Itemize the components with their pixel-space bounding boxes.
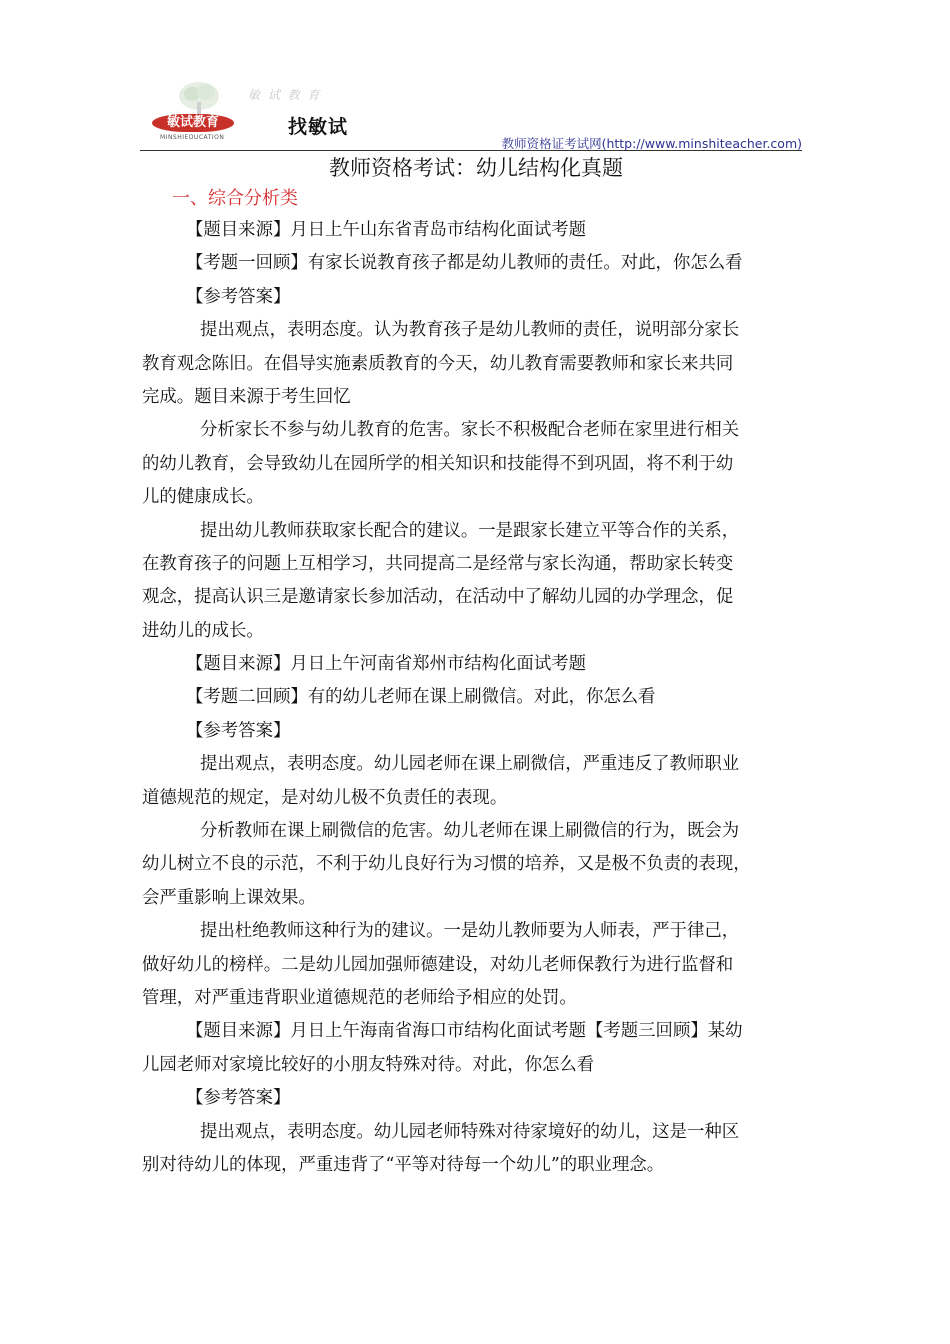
brand-logo — [148, 80, 368, 150]
paragraph-line: 的幼儿教育，会导致幼儿在园所学的相关知识和技能得不到巩固，将不利于幼 — [142, 453, 734, 474]
paragraph-line: 做好幼儿的榜样。二是幼儿园加强师德建设，对幼儿老师保教行为进行监督和 — [142, 954, 734, 975]
document-title: 教师资格考试：幼儿结构化真题 — [329, 156, 623, 180]
paragraph-line: 【参考答案】 — [186, 286, 291, 307]
site-link[interactable]: 教师资格证考试网(http://www.minshiteacher.com) — [501, 136, 802, 151]
paragraph-line: 提出幼儿教师获取家长配合的建议。一是跟家长建立平等合作的关系， — [200, 520, 740, 541]
paragraph-line: 【参考答案】 — [186, 720, 291, 741]
paragraph-line: 完成。题目来源于考生回忆 — [142, 386, 351, 407]
paragraph-line: 【考题一回顾】有家长说教育孩子都是幼儿教师的责任。对此，你怎么看 — [186, 253, 743, 274]
header-divider — [140, 150, 802, 151]
paragraph-line: 幼儿树立不良的示范，不利于幼儿良好行为习惯的培养，又是极不负责的表现， — [142, 854, 751, 875]
paragraph-line: 提出观点，表明态度。认为教育孩子是幼儿教师的责任，说明部分家长 — [200, 320, 740, 341]
paragraph-line: 【考题二回顾】有的幼儿老师在课上刷微信。对此，你怎么看 — [186, 687, 656, 708]
brand-slogan: 找敏试 — [288, 116, 349, 138]
paragraph-line: 教育观念陈旧。在倡导实施素质教育的今天，幼儿教育需要教师和家长来共同 — [142, 353, 734, 374]
paragraph-line: 观念，提高认识三是邀请家长参加活动，在活动中了解幼儿园的办学理念，促 — [142, 587, 734, 608]
document-body — [142, 214, 832, 1182]
paragraph-line: 进幼儿的成长。 — [142, 620, 264, 641]
paragraph-line: 分析家长不参与幼儿教育的危害。家长不积极配合老师在家里进行相关 — [200, 420, 740, 441]
paragraph-line: 儿的健康成长。 — [142, 487, 264, 508]
paragraph-line: 道德规范的规定，是对幼儿极不负责任的表现。 — [142, 787, 508, 808]
paragraph-line: 儿园老师对家境比较好的小朋友特殊对待。对此，你怎么看 — [142, 1054, 595, 1075]
paragraph-line: 分析教师在课上刷微信的危害。幼儿老师在课上刷微信的行为，既会为 — [200, 821, 740, 842]
paragraph-line: 【题目来源】月日上午河南省郑州市结构化面试考题 — [186, 654, 586, 675]
paragraph-line: 【题目来源】月日上午海南省海口市结构化面试考题【考题三回顾】某幼 — [186, 1021, 743, 1042]
paragraph-line: 在教育孩子的问题上互相学习，共同提高二是经常与家长沟通，帮助家长转变 — [142, 553, 734, 574]
paragraph-line: 【参考答案】 — [186, 1088, 291, 1109]
brand-faint-slogan: 敏 试 教 育 — [248, 88, 322, 102]
brand-name: 敏试教育 — [152, 114, 234, 132]
brand-subtitle: MINSHIEDUCATION — [160, 134, 225, 141]
paragraph-line: 提出杜绝教师这种行为的建议。一是幼儿教师要为人师表，严于律己， — [200, 921, 740, 942]
paragraph-line: 会严重影响上课效果。 — [142, 887, 316, 908]
paragraph-line: 管理，对严重违背职业道德规范的老师给予相应的处罚。 — [142, 987, 577, 1008]
section-heading: 一、综合分析类 — [172, 188, 298, 209]
paragraph-line: 别对待幼儿的体现，严重违背了“平等对待每一个幼儿”的职业理念。 — [142, 1154, 665, 1175]
paragraph-line: 【题目来源】月日上午山东省青岛市结构化面试考题 — [186, 220, 586, 240]
paragraph-line: 提出观点，表明态度。幼儿园老师特殊对待家境好的幼儿，这是一种区 — [200, 1121, 740, 1142]
paragraph-line: 提出观点，表明态度。幼儿园老师在课上刷微信，严重违反了教师职业 — [200, 754, 740, 775]
